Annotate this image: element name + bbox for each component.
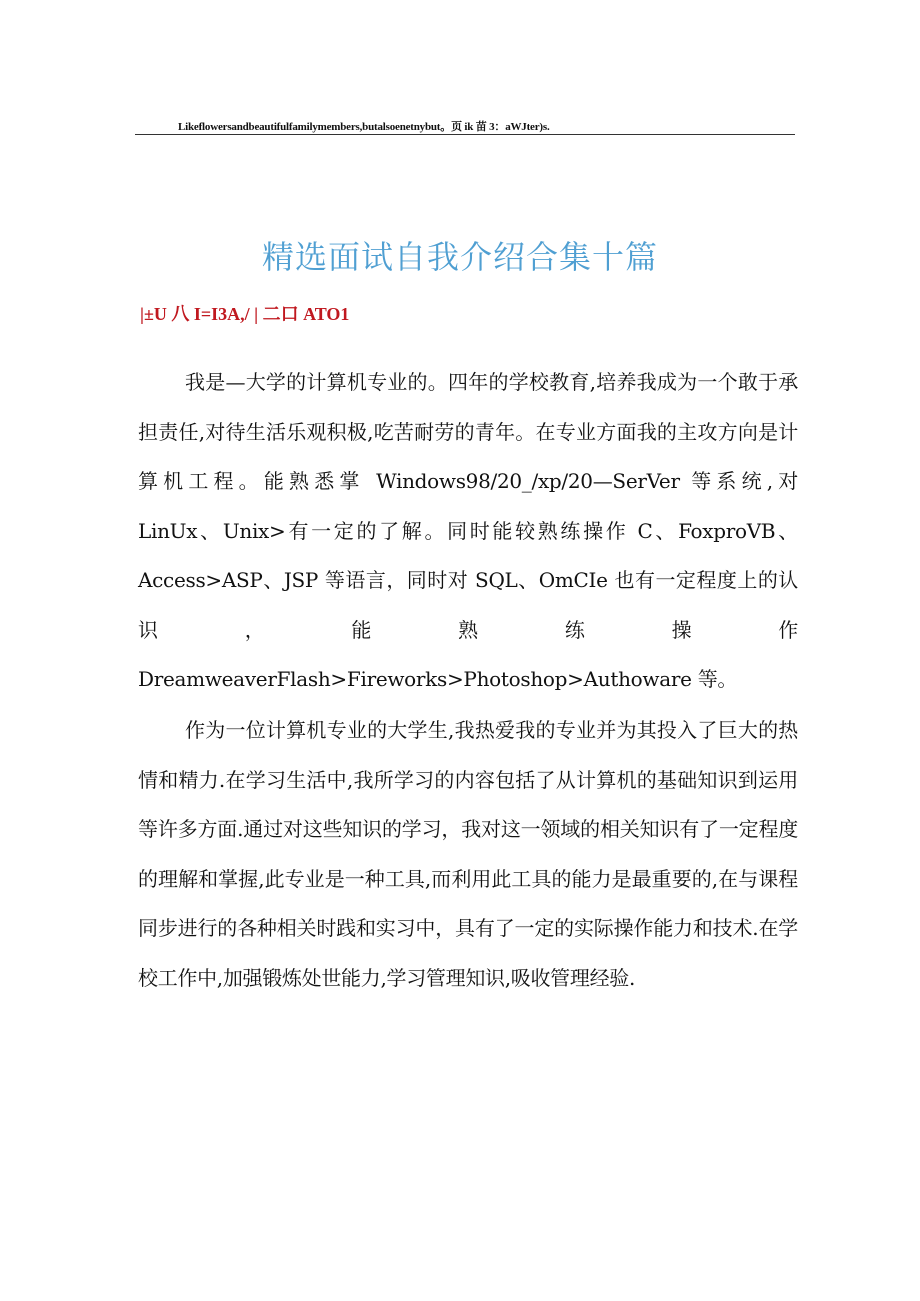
header-divider bbox=[135, 134, 795, 135]
paragraph-1: 我是—大学的计算机专业的。四年的学校教育,培养我成为一个敢于承担责任,对待生活乐观积极,吃苦耐劳的青年。在专业方面我的主攻方向是计算机工程。能熟悉掌 Windows98/20_/xp/20—SerVer 等系统,对 LinUx、Unix>有一定的了解。同时能较熟练操作 C、FoxproVB、Access>ASP、JSP 等语言，同时对 SQL、OmCIe 也有一定程度上的认识，能熟练操作 DreamweaverFlash>Fireworks>Photoshop>Authoware 等。 bbox=[138, 370, 798, 691]
section-subheading: |±U 八 I=I3A,/ | 二口 ATO1 bbox=[140, 304, 350, 324]
document-title: 精选面试自我介绍合集十篇 bbox=[261, 238, 658, 277]
page-header-text: Likeflowersandbeautifulfamilymembers,butalsoenetnybut。页 ik 苗 3：aWJter)s. bbox=[178, 121, 550, 133]
paragraph-2: 作为一位计算机专业的大学生,我热爱我的专业并为其投入了巨大的热情和精力.在学习生活中,我所学习的内容包括了从计算机的基础知识到运用等许多方面.通过对这些知识的学习，我对这一领域的相关知识有了一定程度的理解和掌握,此专业是一种工具,而利用此工具的能力是最重要的,在与课程同步进行的各种相关时践和实习中，具有了一定的实际操作能力和技术.在学校工作中,加强锻炼处世能力,学习管理知识,吸收管理经验. bbox=[138, 718, 798, 990]
